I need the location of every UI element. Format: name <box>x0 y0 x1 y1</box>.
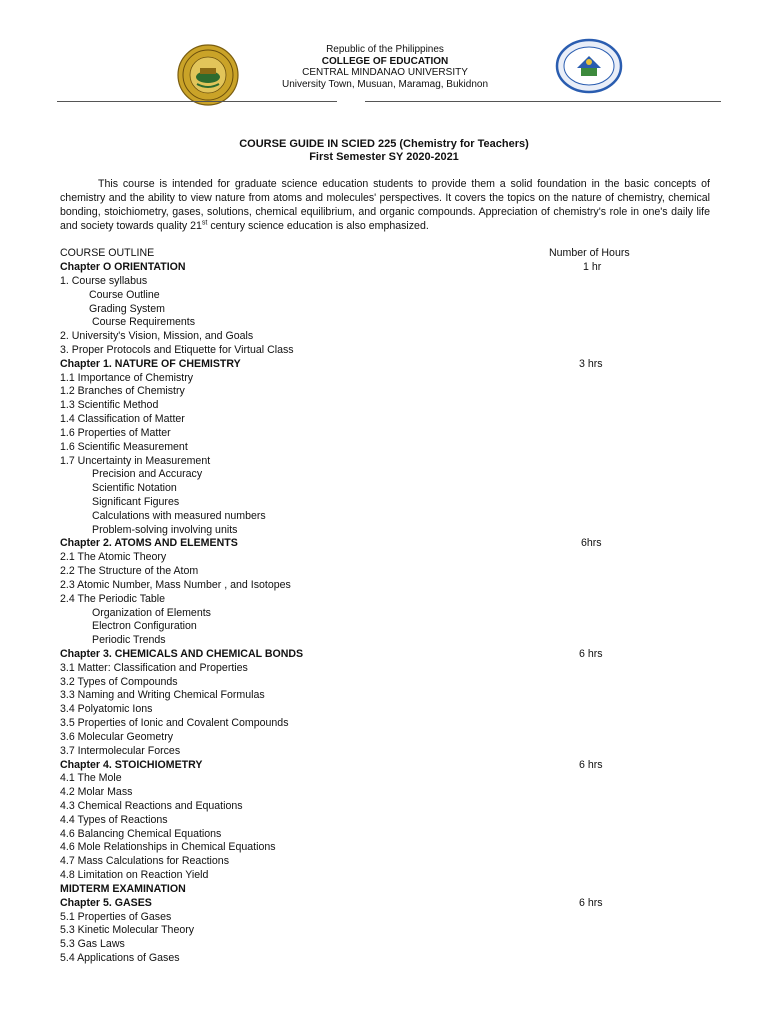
outline-topic-row <box>60 440 710 454</box>
outline-chapter-row <box>60 896 710 910</box>
outline-chapter-row <box>60 260 710 274</box>
outline-topic-row <box>60 495 742 509</box>
outline-topic-row <box>60 509 742 523</box>
outline-topic-row <box>60 716 710 730</box>
outline-item-label: 4.6 Balancing Chemical Equations <box>60 827 222 840</box>
outline-item-label: 2. University's Vision, Mission, and Goals <box>60 330 254 343</box>
institution-header <box>230 44 540 90</box>
course-description <box>60 177 710 233</box>
outline-item-label: 5.3 Kinetic Molecular Theory <box>60 924 195 937</box>
outline-topic-row <box>60 315 742 329</box>
outline-item-label: 5.3 Gas Laws <box>60 938 125 951</box>
outline-topic-row <box>60 923 710 937</box>
header-divider-left <box>57 101 337 102</box>
outline-topic-row <box>60 951 710 965</box>
outline-topic-row <box>60 412 710 426</box>
outline-item-label: 4.1 The Mole <box>60 772 122 785</box>
outline-item-label: 1.1 Importance of Chemistry <box>60 371 194 384</box>
outline-item-label: Calculations with measured numbers <box>92 509 266 522</box>
outline-item-label: 3.3 Naming and Writing Chemical Formulas <box>60 689 265 702</box>
outline-item-label: 3. Proper Protocols and Etiquette for Virtual Class <box>60 343 294 356</box>
outline-item-label: 1.2 Branches of Chemistry <box>60 385 185 398</box>
outline-topic-row <box>60 702 710 716</box>
outline-item-label: Significant Figures <box>92 495 180 508</box>
outline-topic-row <box>60 813 710 827</box>
outline-item-label: Chapter 3. CHEMICALS AND CHEMICAL BONDS <box>60 648 304 660</box>
outline-topic-row <box>60 523 742 537</box>
outline-topic-row <box>60 771 710 785</box>
outline-heading-label: COURSE OUTLINE <box>60 247 155 259</box>
outline-topic-row <box>60 274 710 288</box>
outline-topic-row <box>60 288 739 302</box>
outline-topic-row <box>60 868 710 882</box>
outline-topic-row <box>60 550 710 564</box>
outline-chapter-row <box>60 357 710 371</box>
outline-chapter-row <box>60 882 710 896</box>
outline-topic-row <box>60 592 710 606</box>
outline-topic-row <box>60 730 710 744</box>
outline-item-label: Scientific Notation <box>92 482 177 495</box>
intro-superscript: st <box>201 219 208 227</box>
outline-item-label: Course Requirements <box>92 316 196 329</box>
outline-item-label: 4.4 Types of Reactions <box>60 813 168 826</box>
outline-topic-row <box>60 675 710 689</box>
outline-topic-row <box>60 633 742 647</box>
outline-item-label: Electron Configuration <box>92 620 197 633</box>
outline-topic-row <box>60 661 710 675</box>
outline-item-label: 4.3 Chemical Reactions and Equations <box>60 800 243 812</box>
outline-item-label: Periodic Trends <box>92 634 166 647</box>
outline-item-label: 3.2 Types of Compounds <box>60 675 178 688</box>
outline-topic-row <box>60 827 710 841</box>
outline-topic-row <box>60 578 710 592</box>
outline-topic-row <box>60 343 710 357</box>
outline-item-label: Problem-solving involving units <box>92 523 238 536</box>
outline-item-label: 3.1 Matter: Classification and Properties <box>60 661 248 674</box>
outline-hours: 1 hr <box>583 261 602 273</box>
outline-topic-row <box>60 564 710 578</box>
outline-item-label: 1.6 Scientific Measurement <box>60 440 188 453</box>
outline-item-label: 4.7 Mass Calculations for Reactions <box>60 855 229 868</box>
outline-item-label: Chapter 4. STOICHIOMETRY <box>60 758 203 771</box>
outline-hours: 3 hrs <box>579 357 603 370</box>
outline-item-label: Chapter 2. ATOMS AND ELEMENTS <box>60 537 238 550</box>
intro-text-a: This course is intended for graduate science education students to provide them a solid foundation in the basic concepts of chemistry and the ability to view nature from atoms and molecules' perspectives. It covers the topics on the nature of chemistry, chemical bonding, stoichiometry, gases, solutions, chemical equilibrium, and organic compounds. Appreciation of chemistry's role in one's daily life and society towards quality 21 <box>60 178 710 232</box>
outline-item-label: 4.2 Molar Mass <box>60 786 133 799</box>
title-line-1: COURSE GUIDE IN SCIED 225 (Chemistry for Teachers) <box>239 138 529 150</box>
outline-item-label: 4.6 Mole Relationships in Chemical Equations <box>60 841 276 854</box>
outline-topic-row <box>60 481 742 495</box>
outline-item-label: 3.5 Properties of Ionic and Covalent Compounds <box>60 717 289 730</box>
outline-item-label: 1. Course syllabus <box>60 274 148 287</box>
intro-text-b: century science education is also emphasized. <box>207 220 429 232</box>
outline-topic-row <box>60 398 710 412</box>
outline-item-label: 3.6 Molecular Geometry <box>60 730 174 743</box>
hours-heading: Number of Hours <box>549 247 630 259</box>
header-line-4: University Town, Musuan, Maramag, Bukidnon <box>281 78 489 90</box>
outline-item-label: 1.6 Properties of Matter <box>60 426 171 439</box>
outline-hours: 6 hrs <box>579 758 603 771</box>
outline-item-label: Course Outline <box>89 288 160 301</box>
outline-topic-row <box>60 937 710 951</box>
course-guide-title <box>0 138 768 164</box>
outline-item-label: 5.4 Applications of Gases <box>60 952 180 964</box>
outline-item-label: Chapter 1. NATURE OF CHEMISTRY <box>60 357 241 370</box>
outline-topic-row <box>60 426 710 440</box>
outline-topic-row <box>60 619 742 633</box>
outline-topic-row <box>60 854 710 868</box>
outline-item-label: 2.3 Atomic Number, Mass Number , and Isotopes <box>60 578 291 591</box>
outline-item-label: 1.3 Scientific Method <box>60 399 159 412</box>
outline-hours: 6 hrs <box>579 896 603 909</box>
outline-item-label: Chapter O ORIENTATION <box>60 261 186 273</box>
outline-topic-row <box>60 454 710 468</box>
outline-item-label: 3.7 Intermolecular Forces <box>60 744 181 757</box>
outline-item-label: Organization of Elements <box>92 606 211 619</box>
outline-item-label: 3.4 Polyatomic Ions <box>60 703 153 716</box>
header-divider-right <box>365 101 721 102</box>
outline-topic-row <box>60 384 710 398</box>
outline-item-label: 1.7 Uncertainty in Measurement <box>60 454 211 467</box>
outline-item-label: Chapter 5. GASES <box>60 896 152 909</box>
outline-topic-row <box>60 744 710 758</box>
outline-topic-row <box>60 910 710 924</box>
outline-item-label: Grading System <box>89 302 165 315</box>
outline-hours: 6hrs <box>581 537 602 550</box>
outline-topic-row <box>60 688 710 702</box>
outline-item-label: 5.1 Properties of Gases <box>60 910 172 923</box>
college-of-education-seal-icon <box>555 38 623 94</box>
outline-topic-row <box>60 799 710 813</box>
outline-item-label: MIDTERM EXAMINATION <box>60 882 186 895</box>
outline-item-label: 1.4 Classification of Matter <box>60 413 185 425</box>
outline-item-label: 2.2 The Structure of the Atom <box>60 565 199 577</box>
outline-topic-row <box>60 785 710 799</box>
header-line-2: COLLEGE OF EDUCATION <box>321 55 449 67</box>
outline-chapter-row <box>60 536 710 550</box>
header-line-1: Republic of the Philippines <box>326 44 444 55</box>
outline-item-label: 4.8 Limitation on Reaction Yield <box>60 869 209 882</box>
outline-topic-row <box>60 371 710 385</box>
outline-topic-row <box>60 302 739 316</box>
outline-topic-row <box>60 467 742 481</box>
outline-item-label: 2.4 The Periodic Table <box>60 592 166 605</box>
outline-item-label: 2.1 The Atomic Theory <box>60 551 167 564</box>
header-line-3: CENTRAL MINDANAO UNIVERSITY <box>302 67 468 78</box>
outline-chapter-row <box>60 647 710 661</box>
outline-topic-row <box>60 606 742 620</box>
outline-item-label: Precision and Accuracy <box>92 468 203 481</box>
outline-hours: 6 hrs <box>579 648 603 660</box>
title-line-2: First Semester SY 2020-2021 <box>309 151 459 163</box>
outline-chapter-row <box>60 758 710 772</box>
outline-topic-row <box>60 329 710 343</box>
outline-topic-row <box>60 840 710 854</box>
